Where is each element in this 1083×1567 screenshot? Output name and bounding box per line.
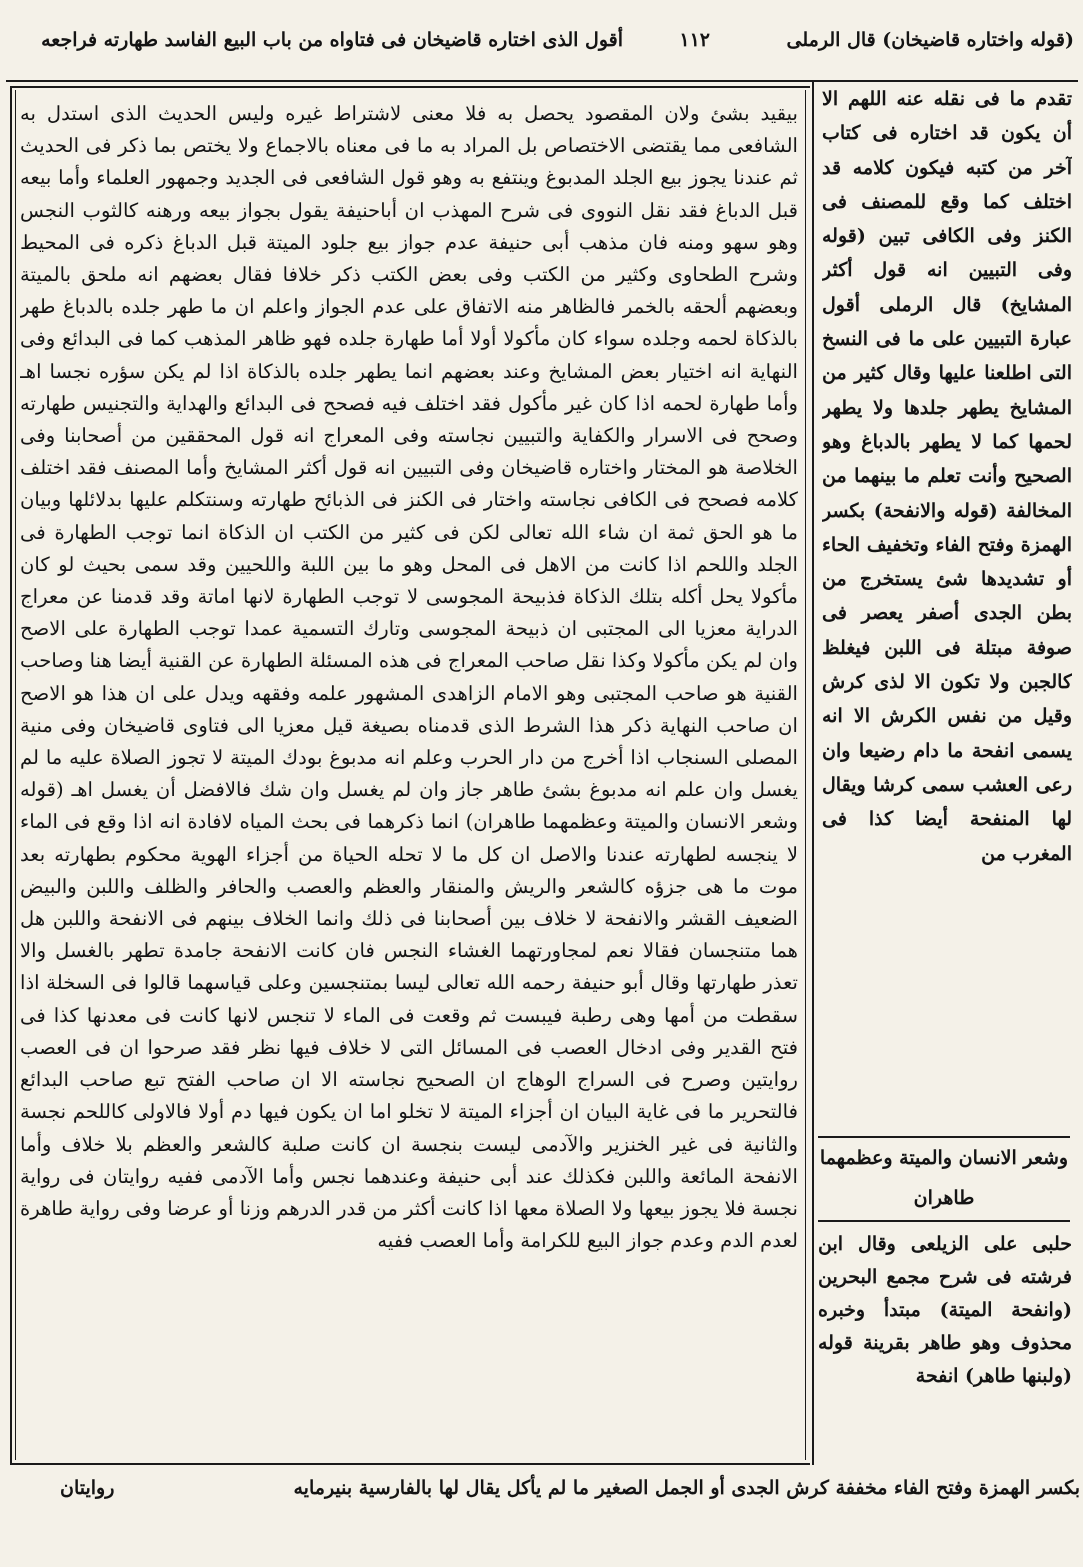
main-text-column bbox=[20, 98, 798, 1464]
main-text: بيقيد بشئ ولان المقصود يحصل به فلا معنى لاشتراط غيره وليس الحديث الذى استدل به الشافعى مما يقتضى الاختصاص بل المراد به ما فى معناه بالاجماع ولا يختص بما ذكر فى الحديث ثم عندنا يجوز بيع الجلد المدبوغ وينتفع به وهو قول الشافعى فى الجديد وجمهور العلماء وأما بيعه قبل الدباغ فقد نقل النووى فى شرح المهذب ان أباحنيفة يقول بجواز بيعه ورهنه كالثوب النجس وهو سهو ومنه فان مذهب أبى حنيفة عدم جواز بيع جلود الميتة قبل الدباغ ذكره فى المحيط وشرح الطحاوى وكثير من الكتب وفى بعض الكتب ذكر خلافا فقال بعضهم انه ملحق بالميتة وبعضهم ألحقه بالخمر فالظاهر منه الاتفاق على عدم الجواز واعلم ان ما طهر جلده بالدباغ طهر بالذكاة لحمه وجلده سواء كان مأكولا أولا أما طهارة جلده فهو ظاهر المذهب كما فى البدائع وفى النهاية انه اختيار بعض المشايخ وعند بعضهم انما يطهر جلده بالذكاة اذا لم يكن سؤره نجسا اهـ وأما طهارة لحمه اذا كان غير مأكول فقد اختلف فيه فصحح فى البدائع والهداية والتجنيس طهارته وصحح فى الاسرار والكفاية والتبيين نجاسته وفى المعراج انه قول المحققين من أصحابنا وفى الخلاصة هو المختار واختاره قاضيخان وفى التبيين انه قول أكثر المشايخ وأما المصنف فقد اختلف كلامه فصحح فى الكافى نجاسته واختار فى الكنز فى الذبائح طهارته وسنتكلم عليها بدلائلها وبيان ما هو الحق ثمة ان شاء الله تعالى لكن فى كثير من الكتب ان الذكاة انما توجب الطهارة فى الجلد واللحم اذا كانت من الاهل فى المحل وهو ما بين اللبة واللحيين وقد سمى بحيث لو كان مأكولا يحل أكله بتلك الذكاة فذبيحة المجوسى لا توجب الطهارة لانها اماتة وقد قدمنا عن معراج الدراية معزيا الى المجتبى ان ذبيحة المجوسى وتارك التسمية عمدا توجب الطهارة على الاصح وان لم يكن مأكولا وكذا نقل صاحب المعراج فى هذه المسئلة الطهارة عن القنية أيضا هنا وصاحب القنية هو صاحب المجتبى وهو الامام الزاهدى المشهور علمه وفقهه ويدل على ان هذا هو الاصح ان صاحب النهاية ذكر هذا الشرط الذى قدمناه بصيغة قيل معزيا الى فتاوى قاضيخان وفى منية المصلى السنجاب اذا أخرج من دار الحرب وعلم انه مدبوغ بودك الميتة لا تجوز الصلاة عليه ما لم يغسل وان علم انه مدبوغ بشئ طاهر جاز وان لم يغسل وان شك فالافضل أن يغسل اهـ (قوله وشعر الانسان والميتة وعظمهما طاهران) انما ذكرهما فى بحث المياه لافادة انه اذا وقع فى الماء لا ينجسه لطهارته عندنا والاصل ان كل ما لا تحله الحياة من أجزاء الهوية محكوم بطهارته بعد موت ما هى جزؤه كالشعر والريش والمنقار والعظم والعصب والحافر والظلف واللبن والبيض الضعيف القشر والانفحة لا خلاف بين أصحابنا فى ذلك وانما الخلاف بينهم فى الانفحة واللبن هل هما متنجسان فقالا نعم لمجاورتهما الغشاء النجس فان كانت الانفحة جامدة تطهر بالغسل والا تعذر طهارتها وقال أبو حنيفة رحمه الله تعالى ليسا بمتنجسين وعلى قياسهما قالوا فى السخلة اذا سقطت من أمها وهى رطبة فيبست ثم وقعت فى الماء لا تنجس لانها كانت فى معدنها كذا فى فتح القدير وفى ادخال العصب فى المسائل التى لا خلاف فيها نظر فقد صرحوا ان فى العصب روايتين وصرح فى السراج الوهاج ان الصحيح نجاسته الا ان صاحب الفتح تبع صاحب البدائع فالتحرير ما فى غاية البيان ان أجزاء الميتة لا تخلو اما ان يكون فيها دم أولا فالاولى كاللحم نجسة والثانية فى غير الخنزير والآدمى ليست بنجسة ان كانت صلبة كالشعر والعظم بلا خلاف وأما الانفحة المائعة واللبن فكذلك عند أبى حنيفة وعندهما نجس وأما الآدمى ففيه روايتان فى رواية نجسة فلا يجوز بيعها ولا الصلاة معها اذا كانت أكثر من قدر الدرهم وزنا أو عرضا وفى رواية طاهرة لعدم الدم وعدم جواز البيع للكرامة وأما العصب ففيه bbox=[20, 102, 798, 1253]
header-right-text: (قوله واختاره قاضيخان) قال الرملى bbox=[786, 29, 1074, 51]
outer-left-border bbox=[10, 86, 12, 1465]
header-left-text: أقول الذى اختاره قاضيخان فى فتاواه من باب البيع الفاسد طهارته فراجعه bbox=[41, 29, 623, 51]
main-top-rule bbox=[10, 86, 810, 88]
footer-line: بكسر الهمزة وفتح الفاء مخففة كرش الجدى أو الجمل الصغير ما لم يأكل يقال لها بالفارسية بنيرمايه bbox=[293, 1477, 1080, 1499]
catchword: روايتان bbox=[60, 1477, 115, 1499]
inner-right-border bbox=[805, 90, 806, 1460]
margin-commentary-bottom bbox=[818, 1228, 1072, 1463]
margin-commentary-top bbox=[822, 82, 1072, 1125]
margin-text-bottom: حلبى على الزيلعى وقال ابن فرشته فى شرح مجمع البحرين (وانفحة الميتة) مبتدأ وخبره محذوف وهو طاهر بقرينة قوله (ولبنها طاهر) انفحة bbox=[818, 1233, 1072, 1387]
inner-left-border bbox=[15, 90, 16, 1460]
page-number: ١١٢ bbox=[679, 29, 710, 51]
page-header bbox=[6, 0, 1078, 80]
margin-text-top: تقدم ما فى نقله عنه اللهم الا أن يكون قد اختاره فى كتاب آخر من كتبه فيكون كلامه قد اختلف كما وقع للمصنف فى الكنز وفى الكافى تبين (قوله وفى التبيين انه قول أكثر المشايخ) قال الرملى أقول عبارة التبيين على ما فى النسخ التى اطلعنا عليها وقال كثير من المشايخ يطهر جلدها ولا يطهر لحمها كما لا يطهر بالدباغ وهو الصحيح وأنت تعلم ما بينهما من المخالفة (قوله والانفحة) بكسر الهمزة وفتح الفاء وتخفيف الحاء أو تشديدها شئ يستخرج من بطن الجدى أصفر يعصر فى صوفة مبتلة فى اللبن فيغلظ كالجبن ولا تكون الا لذى كرش وقيل من نفس الكرش الا انه يسمى انفحة ما دام رضيعا وان رعى العشب سمى كرشا ويقال لها المنفحة أيضا كذا فى المغرب من bbox=[822, 88, 1072, 865]
column-divider bbox=[812, 80, 814, 1465]
boxed-matn-text: وشعر الانسان والميتة وعظمهما طاهران bbox=[818, 1136, 1070, 1222]
